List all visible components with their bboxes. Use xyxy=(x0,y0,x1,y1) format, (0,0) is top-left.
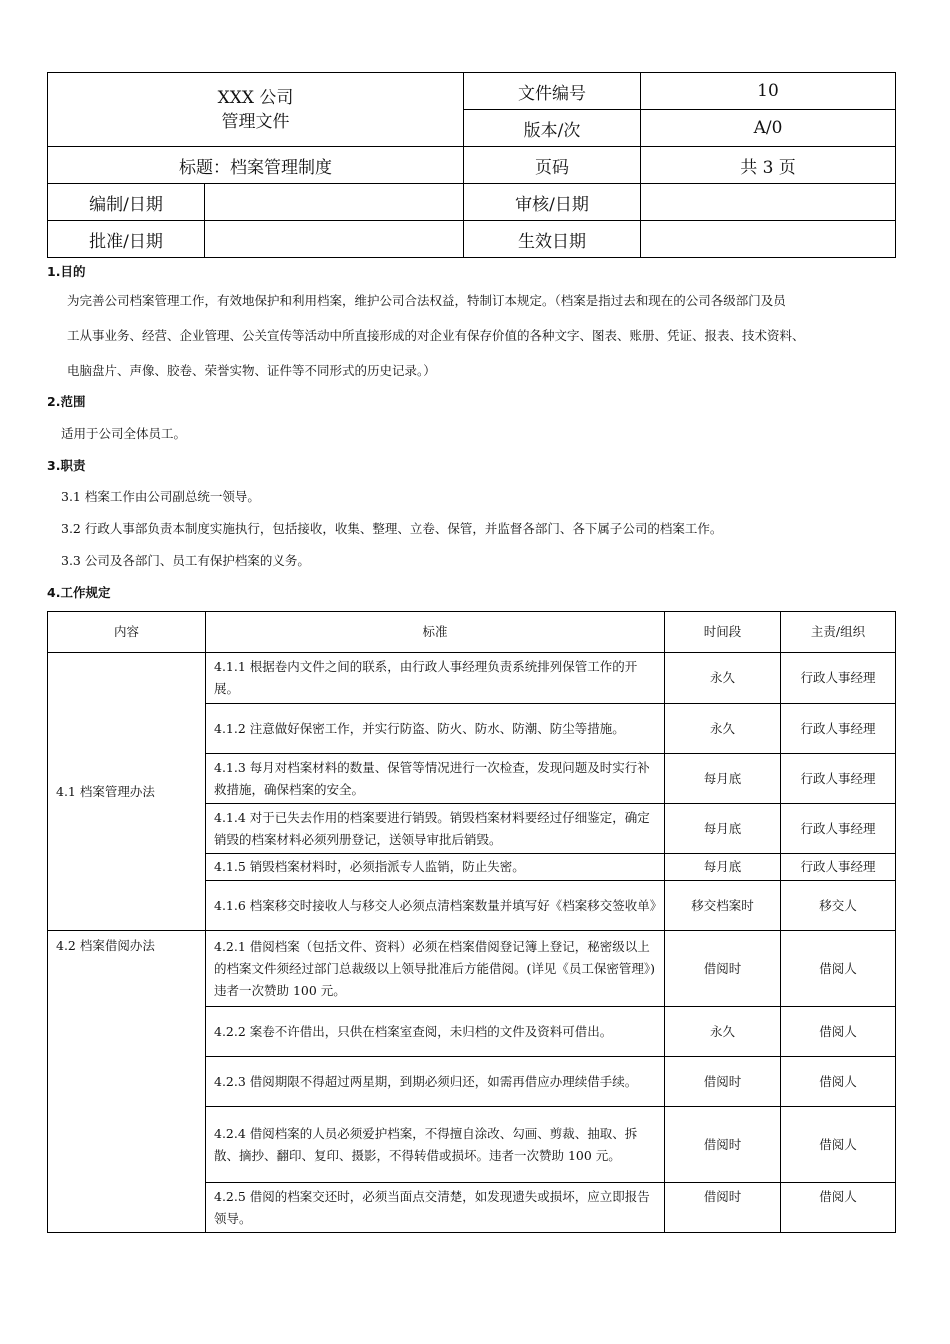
reviewed-value xyxy=(641,184,896,221)
effective-label: 生效日期 xyxy=(464,221,641,258)
period-cell: 每月底 xyxy=(665,804,781,854)
standard-cell: 4.2.5 借阅的档案交还时，必须当面点交清楚，如发现遗失或损坏，应立即报告领导。 xyxy=(206,1183,665,1233)
header-owner: 主责/组织 xyxy=(781,612,896,653)
owner-cell: 移交人 xyxy=(781,881,896,931)
purpose-text-line1: 为完善公司档案管理工作，有效地保护和利用档案，维护公司合法权益，特制订本规定。（档案是指过去和现在的公司各级部门及员 xyxy=(67,293,786,308)
document-title: 标题：档案管理制度 xyxy=(48,147,464,184)
company-cell xyxy=(48,73,464,147)
purpose-text-line2: 工从事业务、经营、企业管理、公关宣传等活动中所直接形成的对企业有保存价值的各种文字、图表、账册、凭证、报表、技术资料、 xyxy=(67,328,805,343)
owner-cell: 行政人事经理 xyxy=(781,754,896,804)
standard-cell: 4.2.3 借阅期限不得超过两星期，到期必须归还，如需再借应办理续借手续。 xyxy=(206,1057,665,1107)
owner-cell: 行政人事经理 xyxy=(781,804,896,854)
reviewed-label: 审核/日期 xyxy=(464,184,641,221)
duty-item-2: 3.2 行政人事部负责本制度实施执行，包括接收，收集、整理、立卷、保管，并监督各部门、各下属子公司的档案工作。 xyxy=(61,521,723,536)
owner-cell: 借阅人 xyxy=(781,1007,896,1057)
period-cell: 移交档案时 xyxy=(665,881,781,931)
owner-cell: 行政人事经理 xyxy=(781,704,896,754)
owner-cell: 行政人事经理 xyxy=(781,653,896,704)
period-cell: 借阅时 xyxy=(665,1107,781,1183)
page-label: 页码 xyxy=(464,147,641,184)
header-standard: 标准 xyxy=(206,612,665,653)
header-period: 时间段 xyxy=(665,612,781,653)
period-cell: 借阅时 xyxy=(665,1183,781,1233)
prepared-label: 编制/日期 xyxy=(48,184,205,221)
section-purpose-title: 1.目的 xyxy=(47,264,86,279)
section-duty-title: 3.职责 xyxy=(47,458,86,473)
standard-cell: 4.1.4 对于已失去作用的档案要进行销毁。销毁档案材料要经过仔细鉴定，确定销毁的档案材料必须列册登记，送领导审批后销毁。 xyxy=(206,804,665,854)
period-cell: 永久 xyxy=(665,653,781,704)
group-name-archive-borrowing: 4.2 档案借阅办法 xyxy=(48,931,206,1233)
section-rules-title: 4.工作规定 xyxy=(47,585,111,600)
table-row xyxy=(48,653,896,704)
duty-item-1: 3.1 档案工作由公司副总统一领导。 xyxy=(61,489,260,504)
document-type: 管理文件 xyxy=(221,111,290,132)
version-value: A/0 xyxy=(641,110,896,147)
owner-cell: 借阅人 xyxy=(781,1183,896,1233)
period-cell: 借阅时 xyxy=(665,931,781,1007)
approved-value xyxy=(205,221,464,258)
doc-no-label: 文件编号 xyxy=(464,73,641,110)
period-cell: 每月底 xyxy=(665,854,781,881)
standard-cell: 4.1.2 注意做好保密工作，并实行防盗、防火、防水、防潮、防尘等措施。 xyxy=(206,704,665,754)
section-scope-title: 2.范围 xyxy=(47,394,86,409)
period-cell: 借阅时 xyxy=(665,1057,781,1107)
document-page xyxy=(47,72,895,1233)
effective-value xyxy=(641,221,896,258)
doc-no-value: 10 xyxy=(641,73,896,110)
purpose-text-line3: 电脑盘片、声像、胶卷、荣誉实物、证件等不同形式的历史记录。） xyxy=(67,363,436,378)
owner-cell: 借阅人 xyxy=(781,1107,896,1183)
document-header-table xyxy=(47,72,896,258)
header-content: 内容 xyxy=(48,612,206,653)
approved-label: 批准/日期 xyxy=(48,221,205,258)
standard-cell: 4.1.3 每月对档案材料的数量、保管等情况进行一次检查，发现问题及时实行补救措施，确保档案的安全。 xyxy=(206,754,665,804)
owner-cell: 借阅人 xyxy=(781,931,896,1007)
standard-cell: 4.1.5 销毁档案材料时，必须指派专人监销，防止失密。 xyxy=(206,854,665,881)
standard-cell: 4.2.1 借阅档案（包括文件、资料）必须在档案借阅登记簿上登记，秘密级以上的档案文件须经过部门总裁级以上领导批准后方能借阅。(详见《员工保密管理》)违者一次赞助 100 元。 xyxy=(206,931,665,1007)
period-cell: 永久 xyxy=(665,704,781,754)
page-value: 共 3 页 xyxy=(641,147,896,184)
prepared-value xyxy=(205,184,464,221)
table-row xyxy=(48,931,896,1007)
period-cell: 永久 xyxy=(665,1007,781,1057)
owner-cell: 行政人事经理 xyxy=(781,854,896,881)
owner-cell: 借阅人 xyxy=(781,1057,896,1107)
scope-text: 适用于公司全体员工。 xyxy=(61,426,187,441)
standard-cell: 4.1.1 根据卷内文件之间的联系，由行政人事经理负责系统排列保管工作的开展。 xyxy=(206,653,665,704)
company-name: XXX 公司 xyxy=(217,87,294,108)
standard-cell: 4.1.6 档案移交时接收人与移交人必须点清档案数量并填写好《档案移交签收单》 xyxy=(206,881,665,931)
work-rules-table xyxy=(47,611,896,1233)
period-cell: 每月底 xyxy=(665,754,781,804)
duty-item-3: 3.3 公司及各部门、员工有保护档案的义务。 xyxy=(61,553,310,568)
standard-cell: 4.2.2 案卷不许借出，只供在档案室查阅，未归档的文件及资料可借出。 xyxy=(206,1007,665,1057)
group-name-archive-management: 4.1 档案管理办法 xyxy=(48,653,206,931)
version-label: 版本/次 xyxy=(464,110,641,147)
standard-cell: 4.2.4 借阅档案的人员必须爱护档案，不得擅自涂改、勾画、剪裁、抽取、拆散、摘抄、翻印、复印、摄影，不得转借或损坏。违者一次赞助 100 元。 xyxy=(206,1107,665,1183)
